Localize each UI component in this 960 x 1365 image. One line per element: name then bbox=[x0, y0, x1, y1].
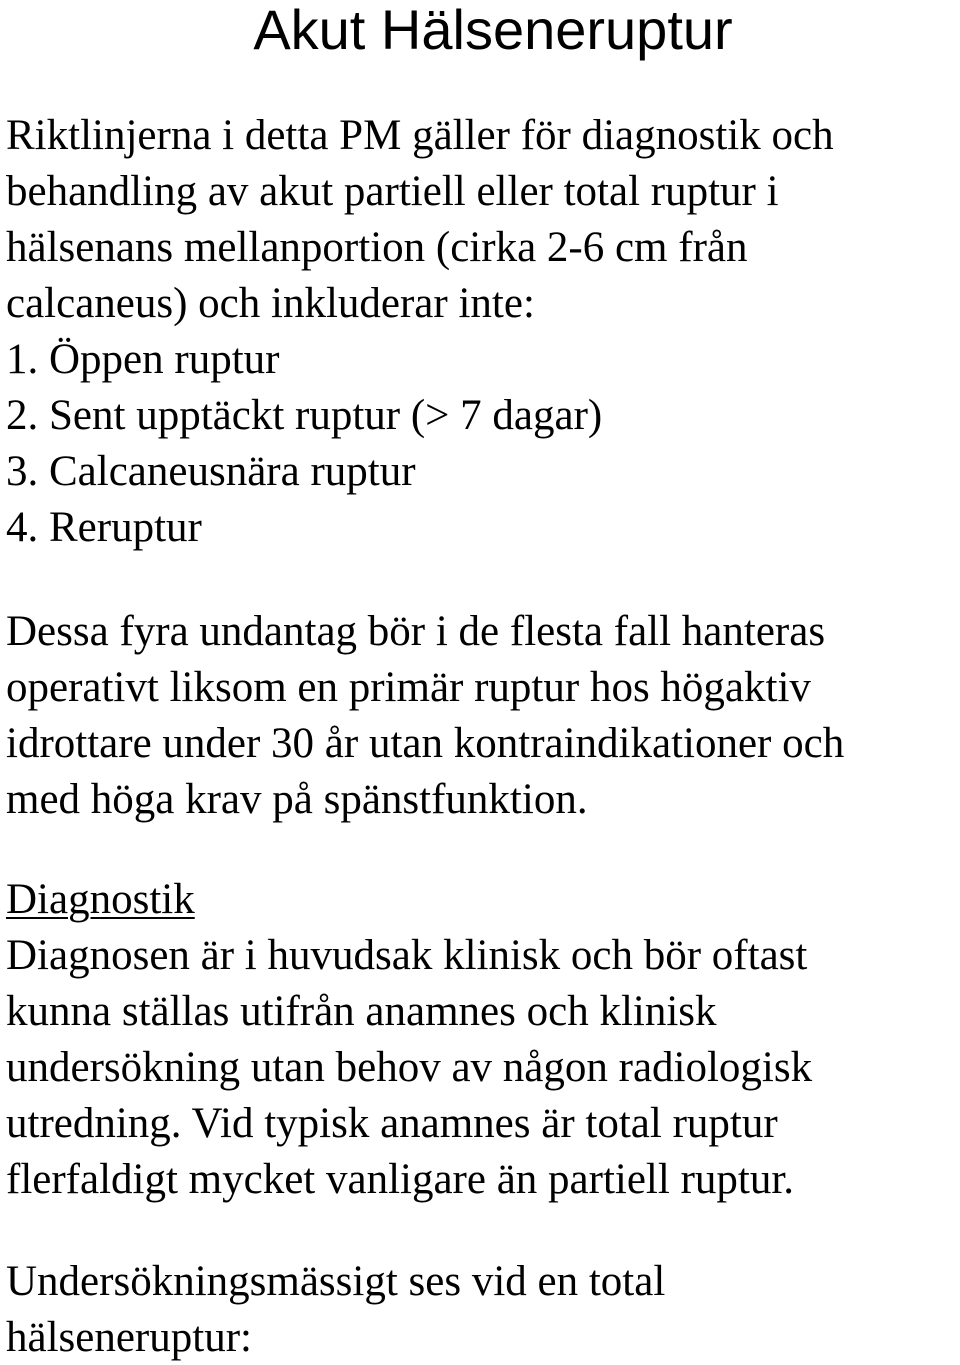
list-item: 4. Reruptur bbox=[6, 504, 202, 551]
intro-line: Riktlinjerna i detta PM gäller för diagnostik och bbox=[6, 112, 834, 159]
note-line: idrottare under 30 år utan kontraindikationer och bbox=[6, 720, 845, 767]
examination-line: Undersökningsmässigt ses vid en total bbox=[6, 1258, 666, 1305]
intro-line: behandling av akut partiell eller total ruptur i bbox=[6, 168, 779, 215]
diagnostik-line: Diagnosen är i huvudsak klinisk och bör oftast bbox=[6, 932, 808, 979]
diagnostik-section bbox=[6, 872, 960, 1208]
diagnostik-line: undersökning utan behov av någon radiologisk bbox=[6, 1044, 813, 1091]
section-heading-diagnostik: Diagnostik bbox=[6, 876, 195, 923]
diagnostik-line: flerfaldigt mycket vanligare än partiell ruptur. bbox=[6, 1156, 795, 1203]
examination-paragraph bbox=[6, 1254, 960, 1365]
list-item: 3. Calcaneusnära ruptur bbox=[6, 448, 416, 495]
exceptions-list bbox=[6, 332, 960, 556]
list-item: 1. Öppen ruptur bbox=[6, 336, 280, 383]
examination-line: hälseneruptur: bbox=[6, 1314, 252, 1361]
intro-line: hälsenans mellanportion (cirka 2-6 cm från bbox=[6, 224, 748, 271]
diagnostik-line: kunna ställas utifrån anamnes och klinisk bbox=[6, 988, 717, 1035]
note-line: operativt liksom en primär ruptur hos högaktiv bbox=[6, 664, 811, 711]
exceptions-note-paragraph bbox=[6, 604, 960, 828]
note-line: Dessa fyra undantag bör i de flesta fall hanteras bbox=[6, 608, 826, 655]
intro-paragraph bbox=[6, 108, 960, 332]
list-item: 2. Sent upptäckt ruptur (> 7 dagar) bbox=[6, 392, 603, 439]
page-title: Akut Hälseneruptur bbox=[253, 0, 733, 61]
diagnostik-line: utredning. Vid typisk anamnes är total ruptur bbox=[6, 1100, 778, 1147]
note-line: med höga krav på spänstfunktion. bbox=[6, 776, 588, 823]
intro-line: calcaneus) och inkluderar inte: bbox=[6, 280, 535, 327]
